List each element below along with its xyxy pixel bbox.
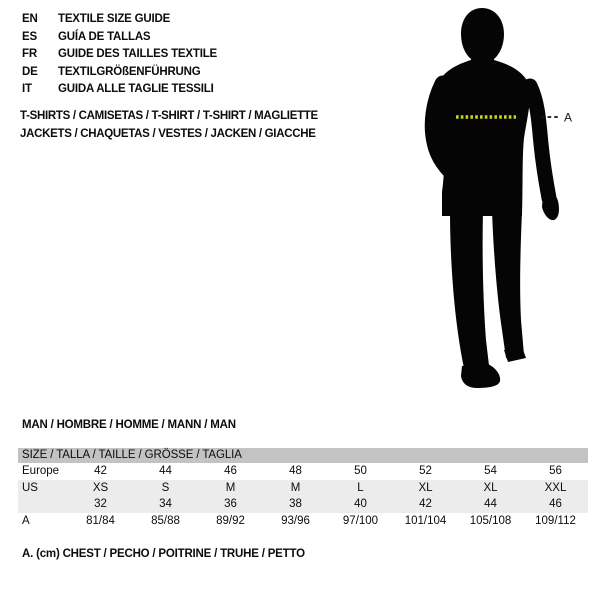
size-cell: 89/92: [216, 514, 245, 527]
language-code: EN: [22, 13, 38, 25]
row-label: A: [22, 514, 30, 527]
table-row-us: [18, 480, 588, 497]
table-row-chest-cm: [18, 513, 588, 530]
language-row-fr: [22, 46, 217, 64]
language-code: FR: [22, 48, 37, 61]
size-cell: 97/100: [342, 514, 379, 527]
language-code: DE: [22, 65, 38, 78]
row-label: [18, 496, 68, 513]
size-cell: XXL: [544, 481, 567, 494]
table-row-numeric: [18, 496, 588, 513]
size-cell: 46: [549, 498, 562, 511]
language-label: TEXTILGRÖßENFÜHRUNG: [58, 65, 201, 78]
size-cell: 32: [94, 498, 107, 511]
size-cell: 101/104: [404, 514, 447, 527]
size-cell: XS: [92, 481, 109, 494]
language-code: IT: [22, 83, 32, 96]
size-cell: 34: [159, 498, 172, 511]
size-cell: XL: [418, 481, 433, 494]
language-list: [22, 11, 217, 99]
size-cell: 81/84: [86, 514, 115, 527]
size-cell: 38: [289, 498, 302, 511]
row-label: Europe: [22, 465, 60, 478]
language-code: ES: [22, 30, 37, 43]
table-row-europe: [18, 463, 588, 480]
man-silhouette-figure: [370, 0, 600, 400]
row-label: US: [22, 481, 38, 494]
language-row-en: [22, 11, 217, 29]
garment-categories: [20, 108, 318, 143]
size-cell: S: [161, 481, 170, 494]
size-cell: 54: [484, 465, 497, 478]
language-row-it: [22, 81, 217, 99]
language-row-de: [22, 64, 217, 82]
size-cell: M: [225, 481, 236, 494]
size-cell: 109/112: [535, 514, 576, 527]
language-row-es: [22, 29, 217, 47]
size-cell: 93/96: [281, 514, 310, 527]
size-cell: 46: [224, 465, 237, 478]
size-cell: 44: [159, 465, 172, 478]
section-title: MAN / HOMBRE / HOMME / MANN / MAN: [22, 419, 236, 431]
size-cell: 85/88: [151, 514, 180, 527]
language-label: GUIDA ALLE TAGLIE TESSILI: [58, 83, 214, 96]
language-label: TEXTILE SIZE GUIDE: [58, 13, 171, 25]
size-cell: 40: [354, 498, 367, 511]
size-cell: 52: [419, 465, 432, 478]
category-jackets: JACKETS / CHAQUETAS / VESTES / JACKEN / GIACCHE: [20, 127, 316, 140]
table-header-row: [18, 448, 588, 463]
size-cell: 50: [354, 465, 367, 478]
man-silhouette-svg: [370, 0, 600, 400]
measure-a-label: A: [564, 110, 573, 125]
size-cell: 36: [224, 498, 237, 511]
size-cell: 42: [94, 465, 107, 478]
table-header: SIZE / TALLA / TAILLE / GRÖSSE / TAGLIA: [18, 448, 588, 463]
size-cell: M: [290, 481, 301, 494]
silhouette-body: [433, 8, 559, 388]
size-cell: 42: [419, 498, 432, 511]
footnote-measure-legend: A. (cm) CHEST / PECHO / POITRINE / TRUHE / PETTO: [22, 548, 305, 560]
language-label: GUIDE DES TAILLES TEXTILE: [58, 48, 217, 61]
language-label: GUÍA DE TALLAS: [58, 30, 151, 43]
size-cell: XL: [483, 481, 498, 494]
size-cell: 44: [484, 498, 497, 511]
category-tshirts: T-SHIRTS / CAMISETAS / T-SHIRT / T-SHIRT / MAGLIETTE: [20, 110, 318, 122]
size-cell: 105/108: [469, 514, 512, 527]
size-cell: L: [357, 481, 364, 494]
size-table: [18, 448, 588, 529]
size-cell: 48: [289, 465, 302, 478]
size-cell: 56: [549, 465, 562, 478]
